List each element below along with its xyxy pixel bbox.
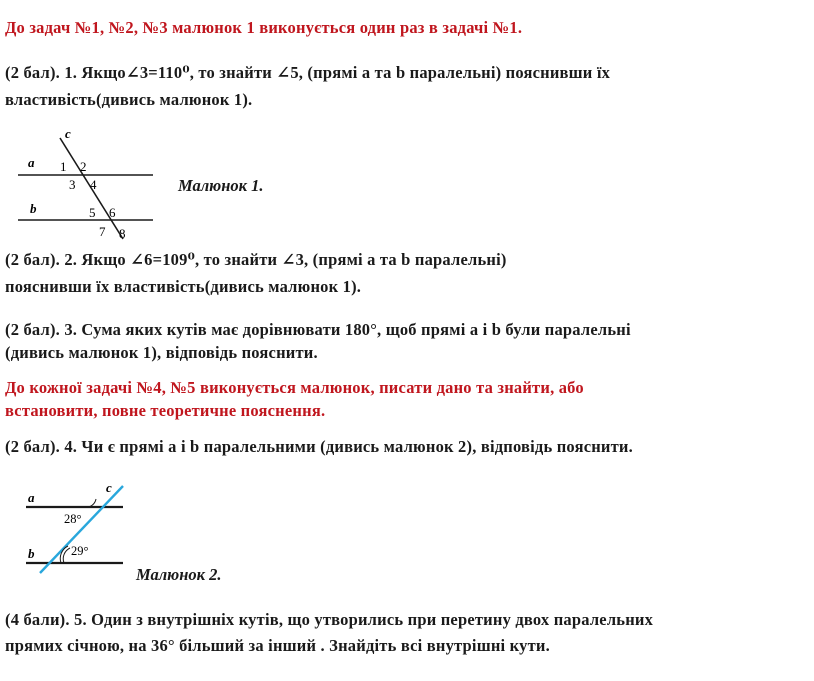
figure1-caption: Малюнок 1. [178, 176, 264, 195]
figure2-diagram [20, 478, 140, 578]
task3-line2: (дивись малюнок 1), відповідь пояснити. [5, 343, 318, 362]
angle-label-3: 3 [69, 177, 76, 192]
angle-label-4: 4 [90, 177, 97, 192]
heading2-line1: До кожної задачі №4, №5 виконується малюнок, писати дано та знайти, або [5, 378, 584, 397]
label-c: c [106, 480, 112, 495]
label-c: c [65, 126, 71, 141]
task4-line1: (2 бал). 4. Чи є прямі a і b паралельними (дивись малюнок 2), відповідь пояснити. [5, 437, 633, 456]
task2-line2: пояснивши їх властивість(дивись малюнок 1). [5, 277, 362, 296]
heading2-line2: встановити, повне теоретичне пояснення. [5, 401, 326, 420]
angle-label-6: 6 [109, 205, 116, 220]
angle-label-28: 28° [64, 512, 82, 526]
angle-arc-28 [88, 499, 96, 507]
label-b: b [30, 201, 37, 216]
heading-figure1-instructions: До задач №1, №2, №3 малюнок 1 виконується один раз в задачі №1. [5, 18, 523, 37]
angle-label-1: 1 [60, 159, 67, 174]
task5-line1: (4 бали). 5. Один з внутрішніх кутів, що утворились при перетину двох паралельних [5, 610, 654, 629]
task5-line2: прямих січною, на 36° більший за інший . Знайдіть всі внутрішні кути. [5, 636, 550, 655]
task2-line1: (2 бал). 2. Якщо ∠6=109⁰, то знайти ∠3, (прямі a та b паралельні) [5, 250, 507, 269]
task1-line2: властивість(дивись малюнок 1). [5, 90, 253, 109]
angle-label-5: 5 [89, 205, 96, 220]
angle-arc-29-outer [63, 548, 70, 563]
angle-label-8: 8 [119, 226, 126, 241]
figure2-caption: Малюнок 2. [136, 565, 222, 584]
task1-line1: (2 бал). 1. Якщо∠3=110⁰, то знайти ∠5, (прямі a та b паралельні) пояснивши їх [5, 63, 611, 82]
label-b: b [28, 546, 35, 561]
label-a: a [28, 155, 35, 170]
angle-label-7: 7 [99, 224, 106, 239]
angle-label-29: 29° [71, 544, 89, 558]
task3-line1: (2 бал). 3. Сума яких кутів має дорівнювати 180°, щоб прямі a і b були паралельні [5, 320, 631, 339]
transversal-c [40, 486, 123, 573]
figure1-diagram [10, 125, 170, 245]
label-a: a [28, 490, 35, 505]
angle-label-2: 2 [80, 159, 87, 174]
